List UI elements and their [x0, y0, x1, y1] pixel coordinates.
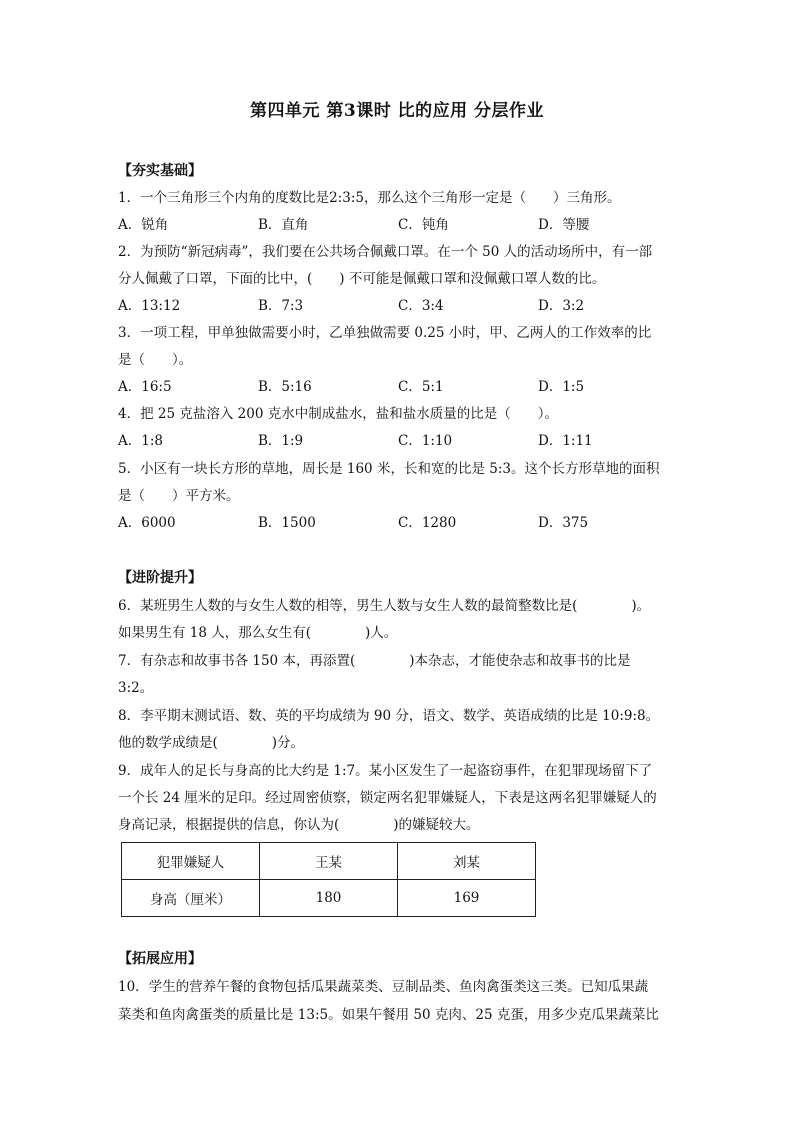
- question-9-line-1: 9．成年人的足长与身高的比大约是 1:7。某小区发生了一起盗窃事件，在犯罪现场留下了: [118, 763, 653, 779]
- question-2-options: [118, 296, 678, 316]
- option-a: A．13:12: [118, 298, 181, 314]
- question-10-line-1: 10．学生的营养午餐的食物包括瓜果蔬菜类、豆制品类、鱼肉禽蛋类这三类。已知瓜果蔬: [118, 979, 649, 995]
- option-d: D．3:2: [538, 298, 585, 314]
- option-a: A．16:5: [118, 379, 172, 395]
- option-c: C．1:10: [398, 433, 453, 449]
- question-3-line-2: 是（ ）。: [118, 352, 193, 368]
- section-advanced-heading: 【进阶提升】: [118, 570, 202, 586]
- question-6-line-2: 如果男生有 18 人，那么女生有( )人。: [118, 625, 398, 641]
- table-header-row: [122, 843, 536, 880]
- question-9-line-2: 一个长 24 厘米的足印。经过周密侦察，锁定两名犯罪嫌疑人，下表是这两名犯罪嫌疑人的: [118, 790, 657, 806]
- question-2-line-1: 2．为预防“新冠病毒”，我们要在公共场合佩戴口罩。在一个 50 人的活动场所中，有一部: [118, 244, 653, 260]
- option-b: B．5:16: [258, 379, 312, 395]
- question-5-line-1: 5．小区有一块长方形的草地，周长是 160 米，长和宽的比是 5:3。这个长方形草地的面积: [118, 461, 660, 477]
- table-cell: 180: [260, 880, 398, 917]
- question-8-line-2: 他的数学成绩是( )分。: [118, 735, 305, 751]
- question-9-line-3: 身高记录，根据提供的信息，你认为( )的嫌疑较大。: [118, 817, 480, 833]
- table-row: [122, 880, 536, 917]
- option-a: A．6000: [118, 515, 176, 531]
- table-cell: 犯罪嫌疑人: [122, 843, 260, 880]
- question-5-options: [118, 513, 678, 533]
- question-1-options: [118, 215, 678, 235]
- option-c: C．1280: [398, 515, 457, 531]
- question-3-line-1: 3．一项工程，甲单独做需要小时，乙单独做需要 0.25 小时，甲、乙两人的工作效率的比: [118, 325, 652, 341]
- question-5-line-2: 是（ ）平方米。: [118, 488, 240, 504]
- option-d: D．375: [538, 515, 589, 531]
- option-b: B．直角: [258, 217, 309, 233]
- question-10-line-2: 菜类和鱼肉禽蛋类的质量比是 13:5。如果午餐用 50 克肉、25 克蛋，用多少克瓜果蔬菜比: [118, 1007, 659, 1023]
- option-a: A．锐角: [118, 217, 169, 233]
- suspect-height-table: [121, 842, 536, 917]
- question-7-line-2: 3:2。: [118, 680, 154, 696]
- table-cell: 王某: [260, 843, 398, 880]
- question-7-line-1: 7．有杂志和故事书各 150 本，再添置( )本杂志，才能使杂志和故事书的比是: [118, 653, 631, 669]
- page-title: 第四单元 第3课时 比的应用 分层作业: [249, 101, 545, 121]
- table-cell: 身高（厘米）: [122, 880, 260, 917]
- section-extend-heading: 【拓展应用】: [118, 951, 202, 967]
- question-3-options: [118, 377, 678, 397]
- option-c: C．5:1: [398, 379, 444, 395]
- question-8-line-1: 8．李平期末测试语、数、英的平均成绩为 90 分，语文、数学、英语成绩的比是 10:9:8。: [118, 708, 660, 724]
- table-cell: 刘某: [398, 843, 536, 880]
- option-c: C．3:4: [398, 298, 444, 314]
- question-4: 4．把 25 克盐溶入 200 克水中制成盐水，盐和盐水质量的比是（ ）。: [118, 406, 558, 422]
- question-4-options: [118, 431, 678, 451]
- option-a: A．1:8: [118, 433, 163, 449]
- option-b: B．7:3: [258, 298, 304, 314]
- option-d: D．1:11: [538, 433, 593, 449]
- section-basic-heading: 【夯实基础】: [118, 163, 202, 179]
- question-6-line-1: 6．某班男生人数的与女生人数的相等，男生人数与女生人数的最简整数比是( )。: [118, 598, 651, 614]
- option-d: D．等腰: [538, 217, 590, 233]
- question-1: 1．一个三角形三个内角的度数比是2:3:5，那么这个三角形一定是（ ）三角形。: [118, 190, 621, 206]
- table-cell: 169: [398, 880, 536, 917]
- option-b: B．1500: [258, 515, 316, 531]
- option-d: D．1:5: [538, 379, 585, 395]
- option-c: C．钝角: [398, 217, 449, 233]
- question-2-line-2: 分人佩戴了口罩，下面的比中，( ) 不可能是佩戴口罩和没佩戴口罩人数的比。: [118, 271, 606, 287]
- option-b: B．1:9: [258, 433, 304, 449]
